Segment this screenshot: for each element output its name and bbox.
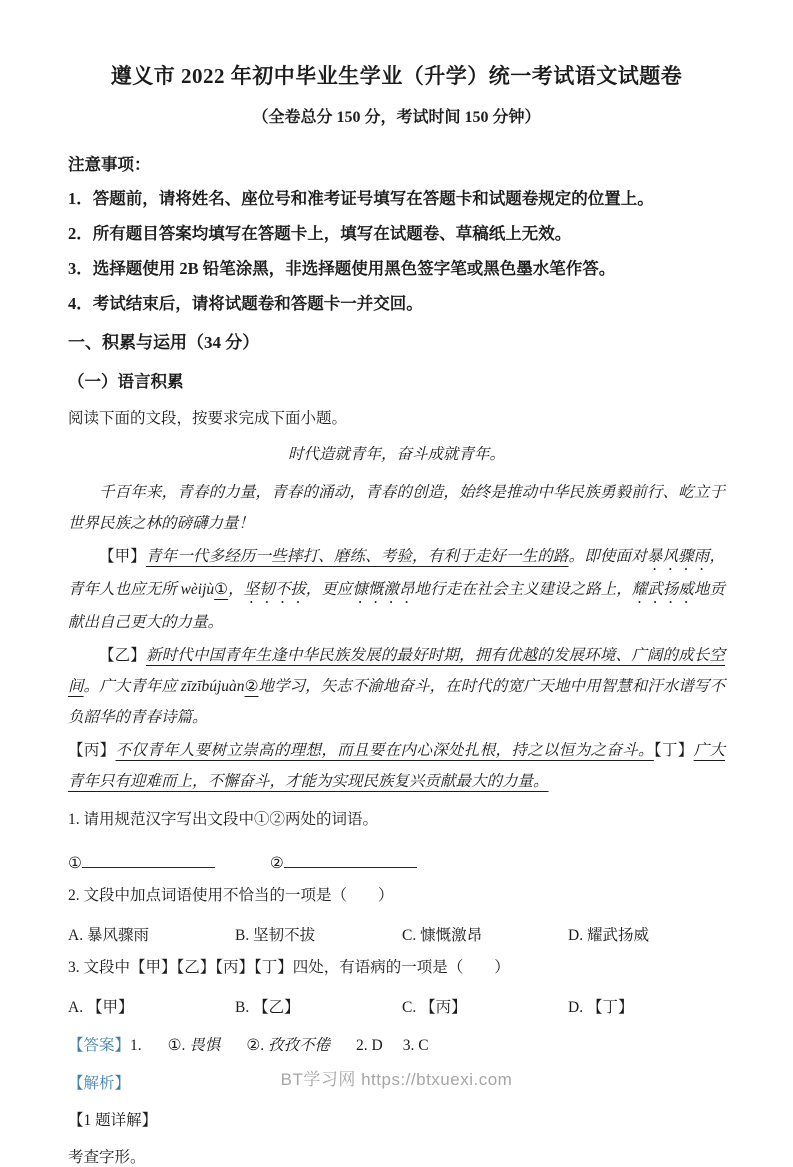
page-subtitle: （全卷总分 150 分，考试时间 150 分钟） bbox=[252, 109, 541, 126]
page-title: 遵义市 2022 年初中毕业生学业（升学）统一考试语文试题卷 bbox=[110, 64, 683, 88]
question-3: 3. 文段中【甲】【乙】【丙】【丁】四处，有语病的一项是（ ） bbox=[68, 959, 510, 976]
question-2: 2. 文段中加点词语使用不恰当的一项是（ ） bbox=[68, 887, 394, 904]
passage-paragraph-bing-ding bbox=[68, 735, 725, 797]
answer-q1b-word: 孜孜不倦 bbox=[267, 1037, 330, 1054]
section-heading: 一、积累与运用（34 分） bbox=[68, 333, 260, 352]
answer-q2: 2. D bbox=[355, 1037, 383, 1054]
jia-underlined-sentence: 青年一代多经历一些摔打、磨练、考验，有利于走好一生的路 bbox=[145, 548, 569, 565]
bing-label: 【丙】 bbox=[68, 742, 116, 759]
passage-paragraph-1: 千百年来，青春的力量，青春的涌动，青春的创造，始终是推动中华民族勇毅前行、屹立于世界民族之林的磅礴力量！ bbox=[68, 484, 725, 532]
passage-paragraph-yi: 【乙】新时代中国青年生逢中华民族发展的最好时期，拥有优越的发展环境、广阔的成长空间。广大青年应 zīzībújuàn②地学习，矢志不渝地奋斗，在时代的宽广天地中用智慧和汗水谱写不负韶华的青春诗篇。 bbox=[68, 647, 725, 726]
dotted-word-jianrenbuba: 坚韧不拔 bbox=[243, 581, 306, 598]
answer-blank-1 bbox=[82, 850, 215, 868]
notice-item-3: 3．选择题使用 2B 铅笔涂黑，非选择题使用黑色签字笔或黑色墨水笔作答。 bbox=[68, 259, 616, 278]
question-1-blanks bbox=[68, 850, 725, 873]
analysis-label: 【解析】 bbox=[68, 1075, 131, 1092]
blank-2-label: ② bbox=[269, 855, 284, 872]
notice-item-2: 2．所有题目答案均填写在答题卡上，填写在试题卷、草稿纸上无效。 bbox=[68, 224, 572, 243]
dotted-word-yaowuyangwei: 耀武扬威 bbox=[631, 581, 694, 598]
q3-option-a: A. 【甲】 bbox=[68, 999, 134, 1016]
q3-option-c: C. 【丙】 bbox=[402, 999, 467, 1016]
passage-intro: 阅读下面的文段，按要求完成下面小题。 bbox=[68, 410, 348, 427]
notice-item-4: 4．考试结束后，请将试题卷和答题卡一并交回。 bbox=[68, 294, 423, 313]
blank-1-label: ① bbox=[68, 855, 82, 872]
subsection-heading: （一）语言积累 bbox=[68, 372, 184, 391]
answer-q1a-word: 畏惧 bbox=[189, 1037, 221, 1054]
answer-q1a-prefix: ①. bbox=[167, 1037, 190, 1054]
q2-option-c: C. 慷慨激昂 bbox=[402, 927, 483, 944]
answer-line bbox=[68, 1033, 725, 1055]
ding-label: 【丁】 bbox=[653, 742, 694, 759]
pinyin-blank-2: ② bbox=[244, 678, 259, 695]
passage-paragraph-jia: 【甲】青年一代多经历一些摔打、磨练、考验，有利于走好一生的路。即使面对暴风骤雨，青年人也应无所 wèijù①，坚韧不拔，更应慷慨激昂地行走在社会主义建设之路上，耀武扬威地贡献出自己更大的力量。 bbox=[68, 548, 725, 631]
answer-label: 【答案】 bbox=[68, 1037, 131, 1054]
yi-underlined-sentence: 新时代中国青年生逢中华民族发展的最好时期，拥有优越的发展环境、广阔的成长空间 bbox=[68, 647, 725, 695]
notice-item-1: 1．答题前，请将姓名、座位号和准考证号填写在答题卡和试题卷规定的位置上。 bbox=[68, 189, 654, 208]
answer-blank-2 bbox=[284, 850, 417, 868]
dotted-word-baofengzhouyu: 暴风骤雨 bbox=[646, 548, 710, 565]
answer-q1-number: 1. bbox=[130, 1037, 142, 1054]
q2-option-b: B. 坚韧不拔 bbox=[235, 927, 316, 944]
detail-body: 考查字形。 bbox=[68, 1149, 146, 1166]
passage-epigraph: 时代造就青年，奋斗成就青年。 bbox=[287, 446, 505, 463]
question-1: 1. 请用规范汉字写出文段中①②两处的词语。 bbox=[68, 811, 379, 828]
q2-option-d: D. 耀武扬威 bbox=[568, 927, 649, 944]
jia-label: 【甲】 bbox=[99, 548, 146, 565]
answer-q1b-prefix: ②. bbox=[246, 1037, 268, 1054]
watermark: BT学习网 https://btxuexi.com bbox=[280, 1070, 513, 1089]
pinyin-blank-1: ① bbox=[214, 581, 229, 598]
ding-underlined-sentence: 广大青年只有迎难而上，不懈奋斗，才能为实现民族复兴贡献最大的力量。 bbox=[68, 742, 725, 790]
detail-heading: 【1 题详解】 bbox=[68, 1112, 158, 1129]
q3-option-d: D. 【丁】 bbox=[568, 999, 634, 1016]
notice-heading: 注意事项： bbox=[68, 155, 151, 174]
question-3-options bbox=[68, 995, 725, 1017]
q3-option-b: B. 【乙】 bbox=[235, 999, 300, 1016]
dotted-word-kangkaijiang: 慷慨激昂 bbox=[352, 581, 415, 598]
answer-q3: 3. C bbox=[402, 1037, 429, 1054]
yi-label: 【乙】 bbox=[99, 647, 146, 664]
q2-option-a: A. 暴风骤雨 bbox=[68, 927, 149, 944]
bing-underlined-sentence: 不仅青年人要树立崇高的理想，而且要在内心深处扎根，持之以恒为之奋斗。 bbox=[115, 742, 654, 759]
question-2-options bbox=[68, 923, 725, 945]
